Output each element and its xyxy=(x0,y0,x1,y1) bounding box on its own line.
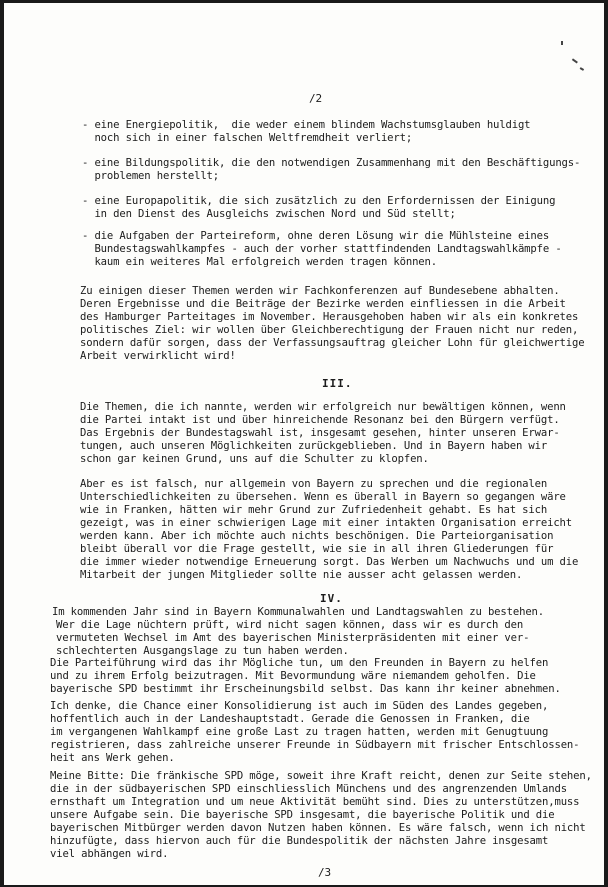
corner-mark xyxy=(572,58,578,63)
bullet-1-line-2: noch sich in einer falschen Weltfremdheit verliert; xyxy=(82,132,413,144)
paragraph-line: hinzufügte, dass hiervon auch für die Bundespolitik der nächsten Jahre insgesamt xyxy=(50,835,549,847)
paragraph-line: hoffentlich auch in der Landeshauptstadt. Gerade die Genossen in Franken, die xyxy=(50,713,530,725)
paragraph-line: Ich denke, die Chance einer Konsolidierung ist auch im Süden des Landes gegeben, xyxy=(50,700,549,712)
paragraph-line: die Partei intakt ist und über hinreichende Resonanz bei den Bürgern verfügt. xyxy=(80,414,560,426)
page-number-bottom: /3 xyxy=(318,866,331,879)
paragraph-line: sondern dafür sorgen, dass der Verfassungsauftrag gleicher Lohn für gleichwertige xyxy=(80,337,585,349)
paragraph-line: bayerische SPD bestimmt ihr Erscheinungsbild selbst. Das kann ihr keiner abnehmen. xyxy=(50,683,561,695)
paragraph-line: vermuteten Wechsel im Amt des bayerischen Ministerpräsidenten mit einer ver- xyxy=(56,632,530,644)
page-number-top: /2 xyxy=(309,92,322,105)
bullet-2-line-1: - eine Bildungspolitik, die den notwendigen Zusammenhang mit den Beschäftigungs- xyxy=(82,157,581,169)
paragraph-line: im vergangenen Wahlkampf eine große Last zu tragen hatten, werden mit Genugtuung xyxy=(50,726,549,738)
paragraph-line: politisches Ziel: wir wollen über Gleichberechtigung der Frauen nicht nur reden, xyxy=(80,324,579,336)
paragraph-line: Meine Bitte: Die fränkische SPD möge, soweit ihre Kraft reicht, denen zur Seite stehen, xyxy=(50,770,592,782)
paragraph-line: bayerischen Mitbürger werden davon Nutzen haben können. Es wäre falsch, wenn ich nicht xyxy=(50,822,586,834)
document-page xyxy=(4,3,604,885)
paragraph-line: Deren Ergebnisse und die Beiträge der Bezirke werden einfliessen in die Arbeit xyxy=(80,298,566,310)
paragraph-line: heit ans Werk gehen. xyxy=(50,752,175,764)
bullet-3-line-1: - eine Europapolitik, die sich zusätzlich zu den Erfordernissen der Einigung xyxy=(82,195,556,207)
paragraph-line: werden kann. Aber ich möchte auch nichts beschönigen. Die Parteiorganisation xyxy=(80,530,554,542)
paragraph-line: registrieren, dass zahlreiche unserer Freunde in Südbayern mit frischer Entschlossen- xyxy=(50,739,580,751)
paragraph-line: des Hamburger Parteitages im November. Herausgehoben haben wir als ein konkretes xyxy=(80,311,579,323)
paragraph-line: tungen, auch unseren Möglichkeiten zurückgeblieben. Und in Bayern haben wir xyxy=(80,440,548,452)
bullet-4-line-2: Bundestagswahlkampfes - auch der vorher stattfindenden Landtagswahlkämpfe - xyxy=(82,243,562,255)
bullet-1-line-1: - eine Energiepolitik, die weder einem blindem Wachstumsglauben huldigt xyxy=(82,119,531,131)
corner-mark xyxy=(580,67,584,70)
bullet-4-line-1: - die Aufgaben der Parteireform, ohne deren Lösung wir die Mühlsteine eines xyxy=(82,230,550,242)
paragraph-line: Das Ergebnis der Bundestagswahl ist, insgesamt gesehen, hinter unseren Erwar- xyxy=(80,427,560,439)
paragraph-line: Mitarbeit der jungen Mitglieder sollte nie ausser acht gelassen werden. xyxy=(80,569,523,581)
section-heading-iii: III. xyxy=(322,377,353,390)
paragraph-line: wie in Franken, hätten wir mehr Grund zur Zufriedenheit gehabt. Es hat sich xyxy=(80,504,548,516)
paragraph-line: viel abhängen wird. xyxy=(50,848,169,860)
paragraph-line: Arbeit verwirklicht wird! xyxy=(80,350,236,362)
paragraph-line: schon gar keinen Grund, uns auf die Schulter zu klopfen. xyxy=(80,453,429,465)
corner-mark xyxy=(561,41,563,45)
bullet-4-line-3: kaum ein weiteres Mal erfolgreich werden tragen können. xyxy=(82,256,437,268)
paragraph-line: die in der südbayerischen SPD einschliesslich Münchens und des angrenzenden Umlands xyxy=(50,783,567,795)
paragraph-line: Aber es ist falsch, nur allgemein von Bayern zu sprechen und die regionalen xyxy=(80,478,548,490)
paragraph-line: Im kommenden Jahr sind in Bayern Kommunalwahlen und Landtagswahlen zu bestehen. xyxy=(52,606,545,618)
paragraph-line: Die Parteiführung wird das ihr Mögliche tun, um den Freunden in Bayern zu helfen xyxy=(50,657,549,669)
paragraph-line: Die Themen, die ich nannte, werden wir erfolgreich nur bewältigen können, wenn xyxy=(80,401,566,413)
bullet-2-line-2: problemen herstellt; xyxy=(82,170,220,182)
paragraph-line: Zu einigen dieser Themen werden wir Fachkonferenzen auf Bundesebene abhalten. xyxy=(80,285,560,297)
paragraph-line: bleibt überall vor die Frage gestellt, wie sie in all ihren Gliederungen für xyxy=(80,543,554,555)
paragraph-line: schlechterten Ausgangslage zu tun haben werden. xyxy=(56,645,349,657)
paragraph-line: gezeigt, was in einer schwierigen Lage mit einer intakten Organisation erreicht xyxy=(80,517,573,529)
paragraph-line: ernsthaft um Integration und um neue Aktivität bemüht sind. Dies zu unterstützen,muss xyxy=(50,796,580,808)
paragraph-line: die immer wieder notwendige Erneuerung sorgt. Das Werben um Nachwuchs und um die xyxy=(80,556,579,568)
section-heading-iv: IV. xyxy=(320,592,343,605)
paragraph-line: und zu ihrem Erfolg beizutragen. Mit Bevormundung wäre niemandem geholfen. Die xyxy=(50,670,536,682)
bullet-3-line-2: in den Dienst des Ausgleichs zwischen Nord und Süd stellt; xyxy=(82,208,456,220)
paragraph-line: unsere Aufgabe sein. Die bayerische SPD insgesamt, die bayerische Politik und die xyxy=(50,809,555,821)
paragraph-line: Wer die Lage nüchtern prüft, wird nicht sagen können, dass wir es durch den xyxy=(56,619,524,631)
paragraph-line: Unterschiedlichkeiten zu übersehen. Wenn es überall in Bayern so gegangen wäre xyxy=(80,491,566,503)
